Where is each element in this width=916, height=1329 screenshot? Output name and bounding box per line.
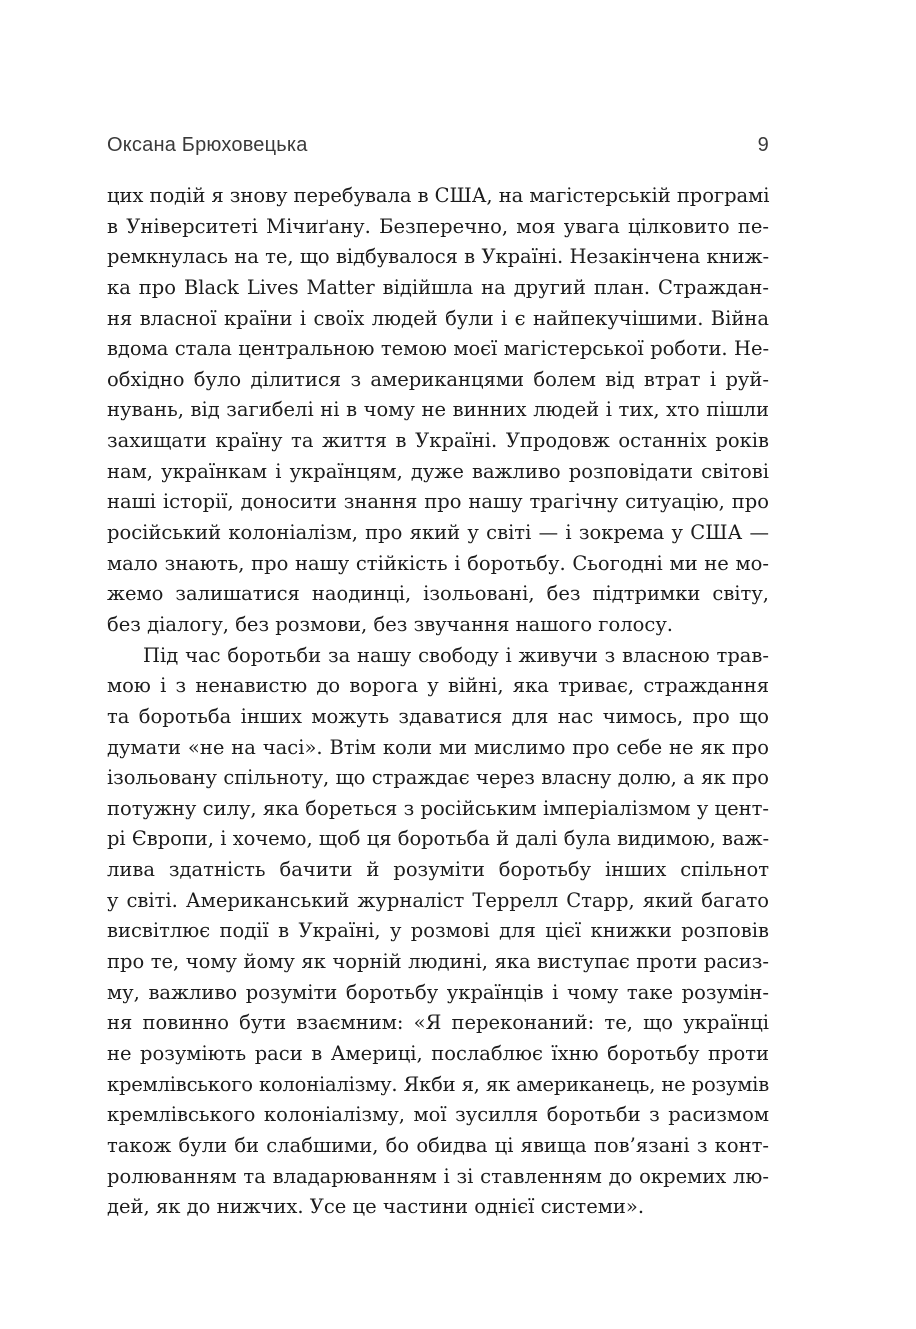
text-line: захищати країну та життя в Україні. Упродовж останніх років — [107, 429, 769, 453]
text-line: потужну силу, яка бореться з російським імперіалізмом у цент- — [107, 796, 769, 820]
text-line: кремлівського колоніалізму, мої зусилля боротьби з расизмом — [107, 1103, 769, 1127]
text-line: кремлівського колоніалізму. Якби я, як американець, не розумів — [107, 1072, 769, 1096]
text-line: рі Європи, і хочемо, щоб ця боротьба й далі була видимою, важ- — [107, 827, 769, 851]
text-line: у світі. Американський журналіст Террелл Старр, який багато — [107, 888, 769, 912]
paragraph-1 — [107, 181, 769, 641]
text-line: ка про Black Lives Matter відійшла на другий план. Страждан- — [107, 275, 769, 299]
text-line: російський колоніалізм, про який у світі — і зокрема у США — — [107, 521, 769, 545]
text-line: вдома стала центральною темою моєї магістерської роботи. Не- — [107, 337, 769, 361]
text-line: нам, українкам і українцям, дуже важливо розповідати світові — [107, 459, 769, 483]
text-line: в Університеті Мічиґану. Безперечно, моя увага цілковито пе- — [107, 214, 769, 238]
text-line: ня власної країни і своїх людей були і є найпекучішими. Війна — [107, 306, 769, 330]
text-line: Під час боротьби за нашу свободу і живучи з власною трав- — [143, 643, 769, 667]
text-line: також були би слабшими, бо обидва ці явища пов’язані з конт- — [107, 1133, 769, 1157]
text-line: мало знають, про нашу стійкість і боротьбу. Сьогодні ми не мо- — [107, 551, 769, 575]
text-line: нувань, від загибелі ні в чому не винних людей і тих, хто пішли — [107, 398, 769, 422]
text-line: ізольовану спільноту, що страждає через власну долю, а як про — [107, 766, 769, 790]
text-line: без діалогу, без розмови, без звучання нашого голосу. — [107, 612, 673, 636]
text-line: обхідно було ділитися з американцями болем від втрат і руй- — [107, 367, 769, 391]
text-line: не розуміють раси в Америці, послаблює їхню боротьбу проти — [107, 1041, 769, 1065]
text-line: дей, як до нижчих. Усе це частини однієї системи». — [107, 1195, 645, 1219]
text-line: думати «не на часі». Втім коли ми мислимо про себе не як про — [107, 735, 769, 759]
text-line: мою і з ненавистю до ворога у війні, яка триває, страждання — [107, 674, 769, 698]
text-line: ролюванням та владарюванням і зі ставленням до окремих лю- — [107, 1164, 769, 1188]
text-line: ня повинно бути взаємним: «Я переконаний: те, що українці — [107, 1011, 769, 1035]
text-line: висвітлює події в Україні, у розмові для цієї книжки розповів — [107, 919, 769, 943]
running-head — [107, 134, 769, 162]
text-line: наші історії, доносити знання про нашу трагічну ситуацію, про — [107, 490, 769, 514]
text-line: лива здатність бачити й розуміти боротьбу інших спільнот — [107, 858, 769, 882]
author-name: Оксана Брюховецька — [107, 134, 308, 156]
paragraph-2 — [107, 641, 769, 1223]
text-line: цих подій я знову перебувала в США, на магістерській програмі — [107, 184, 770, 207]
page-number: 9 — [757, 134, 769, 156]
text-line: ремкнулась на те, що відбувалося в Україні. Незакінчена книж- — [107, 245, 769, 269]
text-line: про те, чому йому як чорній людині, яка виступає проти расиз- — [107, 950, 769, 974]
body-text — [107, 181, 769, 1223]
text-line: та боротьба інших можуть здаватися для нас чимось, про що — [107, 704, 769, 728]
text-line: жемо залишатися наодинці, ізольовані, без підтримки світу, — [107, 582, 769, 606]
text-line: му, важливо розуміти боротьбу українців і чому таке розумін- — [107, 980, 769, 1004]
